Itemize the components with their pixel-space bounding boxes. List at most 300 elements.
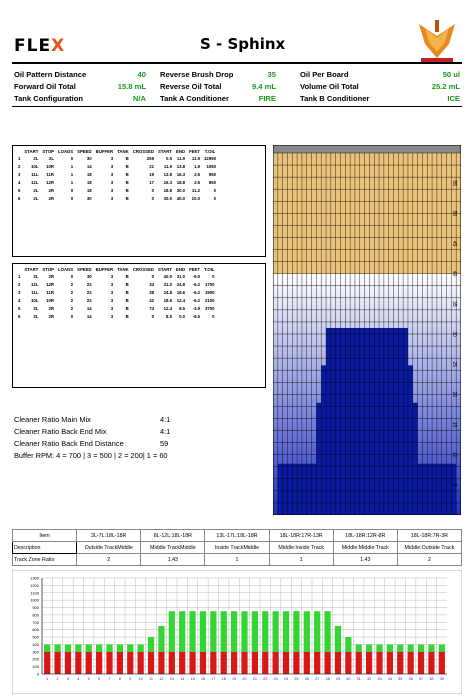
reverse-step-header-cell: TANK xyxy=(117,267,129,272)
reverse-step-cell: 3 xyxy=(110,297,114,303)
bar-base xyxy=(345,652,351,674)
x-tick-label: 14 xyxy=(180,677,185,681)
cleaner-main-mix-label: Cleaner Ratio Main Mix xyxy=(14,415,91,424)
forward-step-cell: 3 xyxy=(110,171,114,177)
x-tick-label: 9 xyxy=(129,677,132,681)
forward-step-cell: 11.2 xyxy=(191,187,201,193)
description-cell: Middle:Middle Track xyxy=(333,542,397,554)
forward-step-cell: 2L xyxy=(33,155,39,161)
foot-label: 50 xyxy=(451,210,457,217)
reverse-step-cell: 2L xyxy=(33,305,39,311)
forward-step-cell: 259 xyxy=(146,155,154,161)
lane-graph-header xyxy=(273,145,461,153)
reverse-step-cell: B xyxy=(125,305,129,311)
reverse-step-cell: -9.0 xyxy=(192,273,201,279)
bar-base xyxy=(169,652,175,674)
reverse-step-cell: 22 xyxy=(86,289,92,295)
bar-base xyxy=(148,652,154,674)
bar-base xyxy=(158,652,164,674)
forward-step-header-cell: BUFFER xyxy=(95,149,114,154)
bar-base xyxy=(117,652,123,674)
forward-step-cell: 1050 xyxy=(206,163,216,169)
volume-oil-total-label: Volume Oil Total xyxy=(300,82,359,91)
forward-step-cell: 3 xyxy=(18,171,21,177)
bar-top xyxy=(96,644,102,651)
forward-step-header-cell: START xyxy=(157,149,172,154)
bar-top xyxy=(189,611,195,652)
reverse-step-cell: 12R xyxy=(46,281,55,287)
reverse-step-cell: 24.8 xyxy=(163,289,172,295)
volume-oil-total-value: 25.2 mL xyxy=(431,82,460,91)
reverse-step-cell: 42 xyxy=(149,297,154,303)
reverse-step-cell: 8.5 xyxy=(179,305,186,311)
bar-top xyxy=(44,644,50,651)
x-tick-label: 35 xyxy=(398,677,403,681)
bar-top xyxy=(65,644,71,651)
forward-step-cell: 10L xyxy=(31,163,39,169)
reverse-step-cell: 0 xyxy=(70,313,74,319)
bar-top xyxy=(169,611,175,652)
reverse-step-cell: 2 xyxy=(70,305,74,311)
reverse-step-cell: 2R xyxy=(48,305,55,311)
forward-step-header-cell: START xyxy=(24,149,39,154)
x-tick-label: 30 xyxy=(346,677,351,681)
x-tick-label: 36 xyxy=(408,677,413,681)
bar-base xyxy=(189,652,195,674)
reverse-step-cell: 11L xyxy=(31,289,39,295)
bar-base xyxy=(366,652,372,674)
description-cell: Middle:Inside Track xyxy=(269,542,333,554)
bar-base xyxy=(138,652,144,674)
reverse-step-cell: 38 xyxy=(149,289,154,295)
forward-step-cell: 1 xyxy=(70,171,74,177)
forward-step-header-cell: CROSSED xyxy=(132,149,154,154)
bar-top xyxy=(86,644,92,651)
reverse-step-cell: 24.8 xyxy=(176,281,186,287)
bar-base xyxy=(221,652,227,674)
forward-step-cell: 4 xyxy=(18,179,21,185)
y-tick-label: 1300 xyxy=(30,575,39,581)
forward-step-cell: B xyxy=(125,171,129,177)
x-tick-label: 27 xyxy=(315,677,320,681)
track-header-cell: 18L-18R:17R-13R xyxy=(269,530,333,542)
bar-base xyxy=(428,652,434,674)
bar-top xyxy=(387,644,393,651)
reverse-step-cell: B xyxy=(125,289,129,295)
y-tick-label: 800 xyxy=(32,612,39,618)
forward-step-cell: 1.9 xyxy=(194,163,201,169)
bar-top xyxy=(231,611,237,652)
kegel-logo-icon xyxy=(415,18,459,66)
track-zone-table xyxy=(12,529,462,566)
cleaner-back-end-mix-label: Cleaner Ratio Back End Mix xyxy=(14,427,107,436)
forward-step-cell: 3 xyxy=(110,155,114,161)
pattern-title: S - Sphinx xyxy=(200,35,286,53)
bar-top xyxy=(397,644,403,651)
reverse-step-cell: 22 xyxy=(86,297,92,303)
track-header-cell: 18L-18R:7R-3R xyxy=(397,530,461,542)
x-tick-label: 31 xyxy=(356,677,361,681)
description-label: Description xyxy=(13,542,77,554)
x-tick-label: 23 xyxy=(273,677,278,681)
x-tick-label: 15 xyxy=(190,677,195,681)
reverse-step-cell: 12.4 xyxy=(176,297,186,303)
reverse-step-header-cell: LOADS xyxy=(58,267,74,272)
reverse-step-cell: 18.6 xyxy=(176,289,186,295)
track-header-cell: 3L-7L:18L-18R xyxy=(77,530,141,542)
x-tick-label: 4 xyxy=(77,677,80,681)
description-cell: Outside TrackMiddle xyxy=(77,542,141,554)
bar-top xyxy=(221,611,227,652)
reverse-steps-table xyxy=(16,267,217,320)
forward-step-cell: 18 xyxy=(86,187,92,193)
reverse-step-cell: 22 xyxy=(86,281,92,287)
reverse-step-cell: 2100 xyxy=(205,297,215,303)
bar-base xyxy=(127,652,133,674)
tank-b-conditioner-value: ICE xyxy=(447,94,460,103)
forward-step-cell: 21 xyxy=(149,163,154,169)
ratio-cell: 1.43 xyxy=(333,554,397,566)
bar-base xyxy=(439,652,445,674)
x-tick-label: 29 xyxy=(335,677,341,681)
x-tick-label: 26 xyxy=(304,677,309,681)
y-tick-label: 700 xyxy=(32,619,39,625)
lane-oil-graph xyxy=(273,145,461,515)
reverse-step-cell: 12L xyxy=(31,281,39,287)
bar-top xyxy=(127,644,133,651)
reverse-step-cell: 1700 xyxy=(205,281,215,287)
reverse-step-header-cell: CROSSED xyxy=(132,267,154,272)
cleaner-back-end-distance-value: 59 xyxy=(160,439,169,448)
x-tick-label: 39 xyxy=(439,677,444,681)
foot-label: 15 xyxy=(451,421,457,428)
reverse-step-header-cell: START xyxy=(24,267,39,272)
reverse-step-cell: 0 xyxy=(151,313,154,319)
x-tick-label: 2 xyxy=(56,677,59,681)
forward-step-cell: 17 xyxy=(149,179,154,185)
reverse-step-cell: 4 xyxy=(18,297,21,303)
forward-step-cell: 1 xyxy=(70,179,74,185)
forward-step-cell: 2 xyxy=(18,163,21,169)
reverse-step-cell: B xyxy=(125,281,129,287)
reverse-step-cell: 2 xyxy=(70,281,74,287)
forward-step-cell: 11L xyxy=(31,171,39,177)
forward-step-cell: 2L xyxy=(49,155,55,161)
reverse-step-cell: 6 xyxy=(18,313,21,319)
bar-top xyxy=(356,644,362,651)
forward-step-cell: B xyxy=(125,187,129,193)
reverse-step-cell: 14 xyxy=(86,305,92,311)
description-cell: Middle:Outside Track xyxy=(397,542,461,554)
forward-step-cell: 10R xyxy=(46,163,55,169)
reverse-step-cell: 30 xyxy=(86,273,92,279)
reverse-step-cell: B xyxy=(125,297,129,303)
forward-step-cell: 16.3 xyxy=(163,179,172,185)
forward-step-cell: B xyxy=(125,155,129,161)
forward-step-cell: 850 xyxy=(208,179,216,185)
forward-step-row xyxy=(16,162,218,170)
forward-step-cell: 0.0 xyxy=(166,155,172,161)
bar-top xyxy=(200,611,206,652)
forward-step-cell: B xyxy=(125,163,129,169)
x-tick-label: 10 xyxy=(138,677,143,681)
oil-per-board-label: Oil Per Board xyxy=(300,70,349,79)
reverse-step-cell: 0 xyxy=(151,273,154,279)
bar-base xyxy=(273,652,279,674)
reverse-step-cell: 10L xyxy=(31,297,39,303)
bar-top xyxy=(75,644,81,651)
x-tick-label: 7 xyxy=(108,677,111,681)
forward-step-cell: 14 xyxy=(86,163,92,169)
bar-top xyxy=(106,644,112,651)
reverse-step-row xyxy=(16,296,217,304)
forward-step-header-cell: SPEED xyxy=(77,149,92,154)
bar-top xyxy=(179,611,185,652)
reverse-step-row xyxy=(16,312,217,320)
forward-step-cell: 18.8 xyxy=(176,179,186,185)
forward-step-header-cell: FEET xyxy=(189,149,201,154)
bar-base xyxy=(376,652,382,674)
forward-step-cell: 2R xyxy=(48,187,55,193)
bar-base xyxy=(252,652,258,674)
forward-step-row xyxy=(16,154,218,162)
tank-configuration-label: Tank Configuration xyxy=(14,94,84,103)
y-tick-label: 400 xyxy=(32,641,39,647)
y-tick-label: 600 xyxy=(32,627,39,633)
forward-step-cell: 1 xyxy=(70,163,74,169)
bar-base xyxy=(335,652,341,674)
forward-step-cell: 0 xyxy=(151,187,154,193)
reverse-step-cell: 74 xyxy=(149,305,154,311)
forward-step-header-cell: T.OIL xyxy=(204,149,216,154)
x-tick-label: 1 xyxy=(46,677,49,681)
forward-step-cell: 11.9 xyxy=(191,155,201,161)
forward-step-header-cell: LOADS xyxy=(58,149,74,154)
reverse-oil-total-label: Reverse Oil Total xyxy=(160,82,222,91)
reverse-step-cell: 34 xyxy=(149,281,154,287)
foot-label: 55 xyxy=(451,180,457,186)
description-cell: Middle TrackMiddle xyxy=(141,542,205,554)
reverse-step-header-cell: END xyxy=(175,267,186,272)
x-tick-label: 16 xyxy=(200,677,206,681)
track-header-cell: 18L-18R:12R-8R xyxy=(333,530,397,542)
reverse-step-cell: 3 xyxy=(110,273,114,279)
forward-step-cell: 3 xyxy=(110,187,114,193)
oil-per-board-chart xyxy=(12,570,462,694)
y-tick-label: 100 xyxy=(32,664,39,670)
buffer-rpm-text: Buffer RPM: 4 = 700 | 3 = 500 | 2 = 200| 1 = 60 xyxy=(14,451,168,460)
forward-step-cell: 40.0 xyxy=(176,195,186,201)
forward-step-cell: 18 xyxy=(86,171,92,177)
reverse-step-cell: 8.5 xyxy=(166,313,172,319)
forward-step-cell: 12R xyxy=(46,179,55,185)
forward-step-cell: 2.5 xyxy=(194,179,201,185)
forward-oil-total-value: 15.8 mL xyxy=(117,82,146,91)
x-tick-label: 18 xyxy=(221,677,226,681)
bar-top xyxy=(158,626,164,652)
ratio-cell: 1.43 xyxy=(141,554,205,566)
forward-step-header-cell: STOP xyxy=(42,149,55,154)
reverse-step-cell: 2 xyxy=(70,297,74,303)
bar-base xyxy=(397,652,403,674)
reverse-step-cell: 0.0 xyxy=(179,313,186,319)
reverse-step-cell: 31.0 xyxy=(176,273,186,279)
foot-label: 10 xyxy=(451,451,457,458)
reverse-step-cell: 0 xyxy=(212,273,215,279)
forward-step-cell: 0 xyxy=(70,187,74,193)
ratio-cell: 1 xyxy=(205,554,269,566)
bar-top xyxy=(117,644,123,651)
reverse-step-cell: 3 xyxy=(110,281,114,287)
y-tick-label: 300 xyxy=(32,649,39,655)
reverse-step-cell: 5 xyxy=(18,305,21,311)
track-header-cell: 13L-17L:18L-18R xyxy=(205,530,269,542)
reverse-step-cell: 2L xyxy=(33,273,39,279)
cleaner-back-end-distance-label: Cleaner Ratio Back End Distance xyxy=(14,439,124,448)
x-tick-label: 28 xyxy=(325,677,330,681)
forward-step-cell: 1 xyxy=(18,155,21,161)
y-tick-label: 500 xyxy=(32,634,39,640)
x-tick-label: 24 xyxy=(283,677,289,681)
reverse-step-header-cell: BUFFER xyxy=(95,267,114,272)
forward-step-cell: 13.8 xyxy=(163,171,172,177)
bar-base xyxy=(314,652,320,674)
reverse-step-cell: 3 xyxy=(110,305,114,311)
bar-base xyxy=(241,652,247,674)
reverse-step-header-cell: SPEED xyxy=(77,267,92,272)
reverse-step-cell: 2 xyxy=(18,281,21,287)
x-tick-label: 3 xyxy=(66,677,70,681)
reverse-step-cell: 0 xyxy=(212,313,215,319)
forward-step-row xyxy=(16,178,218,186)
reverse-step-row xyxy=(16,280,217,288)
x-tick-label: 11 xyxy=(149,677,154,681)
reverse-step-header-cell: T.OIL xyxy=(204,267,215,272)
bar-top xyxy=(262,611,268,652)
reverse-step-cell: -6.2 xyxy=(192,281,201,287)
forward-step-row xyxy=(16,194,218,202)
forward-step-cell: 3 xyxy=(110,195,114,201)
forward-steps-panel xyxy=(12,145,266,257)
ratio-cell: 2 xyxy=(77,554,141,566)
bar-base xyxy=(231,652,237,674)
reverse-step-cell: -6.2 xyxy=(192,289,201,295)
forward-step-cell: 3 xyxy=(110,179,114,185)
bar-base xyxy=(304,652,310,674)
reverse-step-cell: -8.5 xyxy=(192,313,201,319)
ratio-cell: 1 xyxy=(269,554,333,566)
reverse-step-cell: 2 xyxy=(70,289,74,295)
forward-step-cell: 10.0 xyxy=(191,195,201,201)
reverse-brush-drop-value: 35 xyxy=(267,70,276,79)
reverse-step-cell: -6.2 xyxy=(192,297,201,303)
bar-top xyxy=(54,644,60,651)
bar-base xyxy=(200,652,206,674)
forward-step-header-cell: END xyxy=(175,149,186,154)
bar-top xyxy=(439,644,445,651)
forward-step-cell: 0 xyxy=(70,155,74,161)
bar-top xyxy=(252,611,258,652)
forward-step-cell: 19 xyxy=(149,171,154,177)
bar-base xyxy=(262,652,268,674)
reverse-steps-panel xyxy=(12,263,266,388)
reverse-step-cell: 2L xyxy=(33,313,39,319)
x-tick-label: 8 xyxy=(118,677,121,681)
reverse-step-cell: 1900 xyxy=(205,289,215,295)
bar-top xyxy=(314,611,320,652)
header-divider xyxy=(12,62,462,64)
forward-step-cell: 12950 xyxy=(204,155,216,161)
reverse-step-cell: 31.0 xyxy=(163,281,172,287)
forward-step-cell: 30.0 xyxy=(163,195,172,201)
foot-label: 30 xyxy=(451,331,457,337)
x-tick-label: 22 xyxy=(263,677,268,681)
bar-top xyxy=(418,644,424,651)
reverse-step-cell: 3 xyxy=(110,313,114,319)
reverse-step-row xyxy=(16,304,217,312)
x-tick-label: 34 xyxy=(387,677,393,681)
reverse-brush-drop-label: Reverse Brush Drop xyxy=(160,70,234,79)
forward-step-cell: 950 xyxy=(208,171,216,177)
reverse-step-cell: 10R xyxy=(46,297,55,303)
tank-b-conditioner-label: Tank B Conditioner xyxy=(300,94,370,103)
reverse-step-header-cell: FEET xyxy=(189,267,201,272)
bar-base xyxy=(86,652,92,674)
forward-step-header-cell: TANK xyxy=(117,149,129,154)
forward-step-cell: 3 xyxy=(110,163,114,169)
bar-top xyxy=(138,644,144,651)
x-tick-label: 6 xyxy=(98,677,101,681)
forward-step-cell: 12L xyxy=(31,179,39,185)
x-tick-label: 12 xyxy=(159,677,164,681)
bar-base xyxy=(324,652,330,674)
foot-label: 25 xyxy=(451,361,457,367)
reverse-step-cell: B xyxy=(125,273,129,279)
y-tick-label: 0 xyxy=(36,671,39,677)
bar-base xyxy=(179,652,185,674)
reverse-step-cell: 3700 xyxy=(205,305,215,311)
reverse-step-cell: -3.9 xyxy=(192,305,201,311)
bar-top xyxy=(376,644,382,651)
stats-divider xyxy=(12,106,462,107)
foot-label: 40 xyxy=(451,270,457,277)
bar-top xyxy=(366,644,372,651)
bar-base xyxy=(54,652,60,674)
brand-logo-text: FLEX xyxy=(14,36,66,56)
bar-top xyxy=(273,611,279,652)
x-tick-label: 13 xyxy=(169,677,174,681)
reverse-step-cell: 3 xyxy=(18,289,21,295)
bar-top xyxy=(408,644,414,651)
y-tick-label: 900 xyxy=(32,605,39,611)
bar-top xyxy=(345,637,351,652)
bar-base xyxy=(408,652,414,674)
reverse-step-row xyxy=(16,272,217,280)
forward-step-cell: 2L xyxy=(33,187,39,193)
bar-base xyxy=(96,652,102,674)
bar-top xyxy=(210,611,216,652)
bar-top xyxy=(428,644,434,651)
forward-step-cell: 5 xyxy=(18,187,21,193)
bar-top xyxy=(324,611,330,652)
reverse-step-row xyxy=(16,288,217,296)
forward-step-cell: 2R xyxy=(48,195,55,201)
forward-step-cell: 0 xyxy=(213,187,216,193)
reverse-oil-total-value: 9.4 mL xyxy=(251,82,276,91)
forward-steps-table xyxy=(16,149,218,202)
description-cell: Inside TrackMiddle xyxy=(205,542,269,554)
oil-pattern-distance-label: Oil Pattern Distance xyxy=(14,70,87,79)
